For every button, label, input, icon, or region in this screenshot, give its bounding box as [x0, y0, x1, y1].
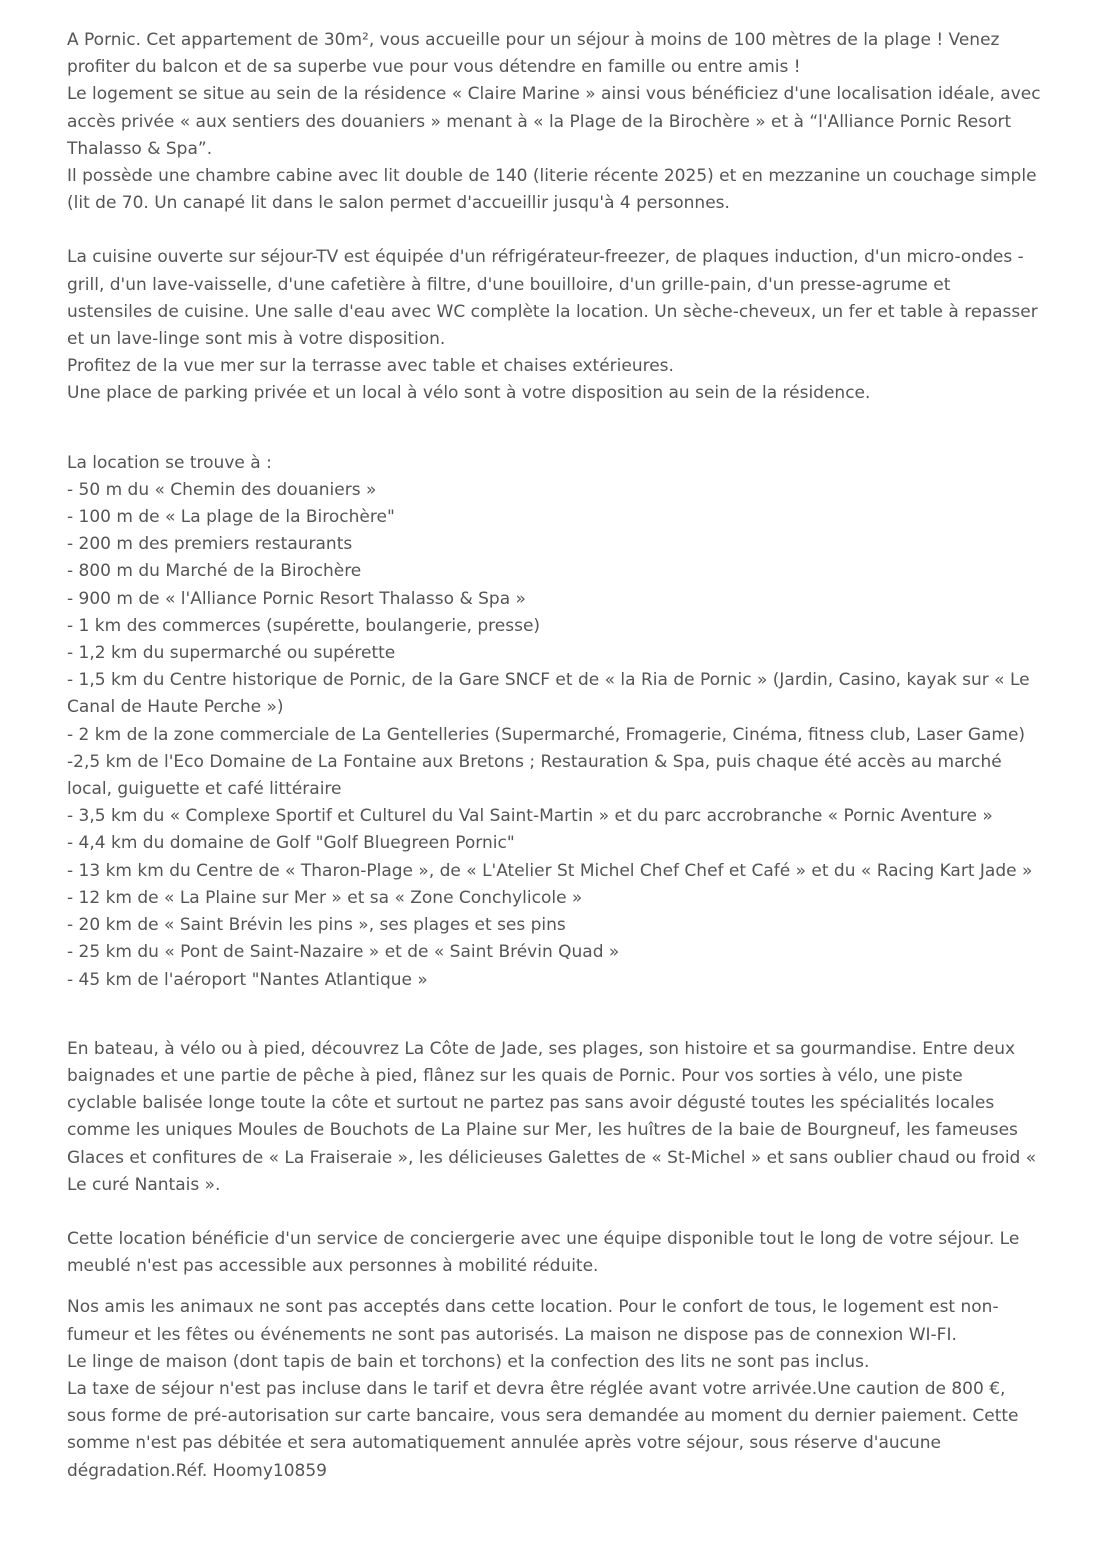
intro-line: Thalasso & Spa”.	[67, 138, 213, 159]
equipment-line: ustensiles de cuisine. Une salle d'eau avec WC complète la location. Un sèche-cheveux, un fer et table à repasser	[67, 301, 1038, 322]
intro-line: (lit de 70. Un canapé lit dans le salon permet d'accueillir jusqu'à 4 personnes.	[67, 193, 730, 214]
location-line: - 1,2 km du supermarché ou supérette	[67, 643, 396, 664]
location-line: - 20 km de « Saint Brévin les pins », ses plages et ses pins	[67, 915, 566, 936]
region-line: comme les uniques Moules de Bouchots de La Plaine sur Mer, les huîtres de la baie de Bourgneuf, les fameuses	[67, 1120, 1018, 1141]
rules-line: sous forme de pré-autorisation sur carte bancaire, vous sera demandée au moment du dernier paiement. Cette	[67, 1406, 1019, 1427]
location-line: - 45 km de l'aéroport "Nantes Atlantique »	[67, 969, 428, 990]
equipment-line: Une place de parking privée et un local à vélo sont à votre disposition au sein de la résidence.	[67, 383, 871, 404]
location-line: - 1,5 km du Centre historique de Pornic, de la Gare SNCF et de « la Ria de Pornic » (Jardin, Casino, kayak sur « Le	[67, 670, 1030, 691]
rules-line: Nos amis les animaux ne sont pas acceptés dans cette location. Pour le confort de tous, le logement est non-	[67, 1297, 999, 1318]
location-line: - 3,5 km du « Complexe Sportif et Culturel du Val Saint-Martin » et du parc accrobranche « Pornic Aventure »	[67, 806, 993, 827]
intro-line: A Pornic. Cet appartement de 30m², vous accueille pour un séjour à moins de 100 mètres de la plage ! Venez	[67, 30, 1000, 50]
region-line: cyclable balisée longe toute la côte et surtout ne partez pas sans avoir dégusté toutes les spécialités locales	[67, 1093, 995, 1114]
service-line: meublé n'est pas accessible aux personnes à mobilité réduite.	[67, 1256, 599, 1277]
location-line: local, guiguette et café littéraire	[67, 779, 342, 800]
equipment-line: Profitez de la vue mer sur la terrasse avec table et chaises extérieures.	[67, 356, 674, 377]
equipment-line: La cuisine ouverte sur séjour-TV est équipée d'un réfrigérateur-freezer, de plaques induction, d'un micro-ondes -	[67, 247, 1024, 268]
location-line: - 12 km de « La Plaine sur Mer » et sa « Zone Conchylicole »	[67, 887, 583, 908]
location-distances-list	[67, 450, 1040, 994]
region-line: Glaces et confitures de « La Fraiseraie », les délicieuses Galettes de « St-Michel » et sans oublier chaud ou froid «	[67, 1147, 1037, 1168]
location-line: La location se trouve à :	[67, 452, 272, 473]
equipment-line: et un lave-linge sont mis à votre disposition.	[67, 329, 446, 350]
location-line: - 25 km du « Pont de Saint-Nazaire » et de « Saint Brévin Quad »	[67, 942, 620, 963]
house-rules-paragraph	[67, 1294, 1040, 1484]
intro-line: profiter du balcon et de sa superbe vue pour vous détendre en famille ou entre amis !	[67, 57, 801, 78]
location-line: -2,5 km de l'Eco Domaine de La Fontaine aux Bretons ; Restauration & Spa, puis chaque été accès au marché	[67, 751, 1002, 772]
intro-line: accès privée « aux sentiers des douaniers » menant à « la Plage de la Birochère » et à “l'Alliance Pornic Resort	[67, 111, 1012, 132]
location-line: - 200 m des premiers restaurants	[67, 534, 353, 555]
region-line: baignades et une partie de pêche à pied, flânez sur les quais de Pornic. Pour vos sorties à vélo, une piste	[67, 1065, 963, 1086]
location-line: - 100 m de « La plage de la Birochère"	[67, 507, 395, 528]
intro-line: Il possède une chambre cabine avec lit double de 140 (literie récente 2025) et en mezzanine un couchage simple	[67, 166, 1037, 187]
equipment-paragraph	[67, 244, 1040, 407]
region-line: Le curé Nantais ».	[67, 1174, 221, 1195]
rules-line: dégradation.Réf. Hoomy10859	[67, 1460, 327, 1481]
location-line: - 800 m du Marché de la Birochère	[67, 561, 362, 582]
location-line: - 50 m du « Chemin des douaniers »	[67, 479, 377, 500]
location-line: - 13 km km du Centre de « Tharon-Plage », de « L'Atelier St Michel Chef Chef et Café » et du « Racing Kart Jade »	[67, 860, 1033, 881]
rules-line: La taxe de séjour n'est pas incluse dans le tarif et devra être réglée avant votre arrivée.Une caution de 800 €,	[67, 1378, 1006, 1399]
rules-line: Le linge de maison (dont tapis de bain et torchons) et la confection des lits ne sont pas inclus.	[67, 1351, 870, 1372]
location-line: - 2 km de la zone commerciale de La Gentelleries (Supermarché, Fromagerie, Cinéma, fitness club, Laser Game)	[67, 724, 1026, 745]
intro-line: Le logement se situe au sein de la résidence « Claire Marine » ainsi vous bénéficiez d'une localisation idéale, avec	[67, 84, 1041, 105]
location-line: - 1 km des commerces (supérette, boulangerie, presse)	[67, 615, 541, 636]
service-line: Cette location bénéficie d'un service de conciergerie avec une équipe disponible tout le long de votre séjour. Le	[67, 1228, 1020, 1249]
region-paragraph	[67, 1036, 1040, 1199]
concierge-paragraph	[67, 1226, 1040, 1280]
intro-paragraph	[67, 27, 1040, 217]
rules-line: fumeur et les fêtes ou événements ne sont pas autorisés. La maison ne dispose pas de connexion WI-FI.	[67, 1324, 957, 1345]
rules-line: somme n'est pas débitée et sera automatiquement annulée après votre séjour, sous réserve d'aucune	[67, 1433, 942, 1454]
location-line: Canal de Haute Perche »)	[67, 697, 284, 718]
location-line: - 900 m de « l'Alliance Pornic Resort Thalasso & Spa »	[67, 588, 526, 609]
region-line: En bateau, à vélo ou à pied, découvrez La Côte de Jade, ses plages, son histoire et sa gourmandise. Entre deux	[67, 1038, 1016, 1059]
equipment-line: grill, d'un lave-vaisselle, d'une cafetière à filtre, d'une bouilloire, d'un grille-pain, d'un presse-agrume et	[67, 274, 951, 295]
location-line: - 4,4 km du domaine de Golf "Golf Bluegreen Pornic"	[67, 833, 515, 854]
